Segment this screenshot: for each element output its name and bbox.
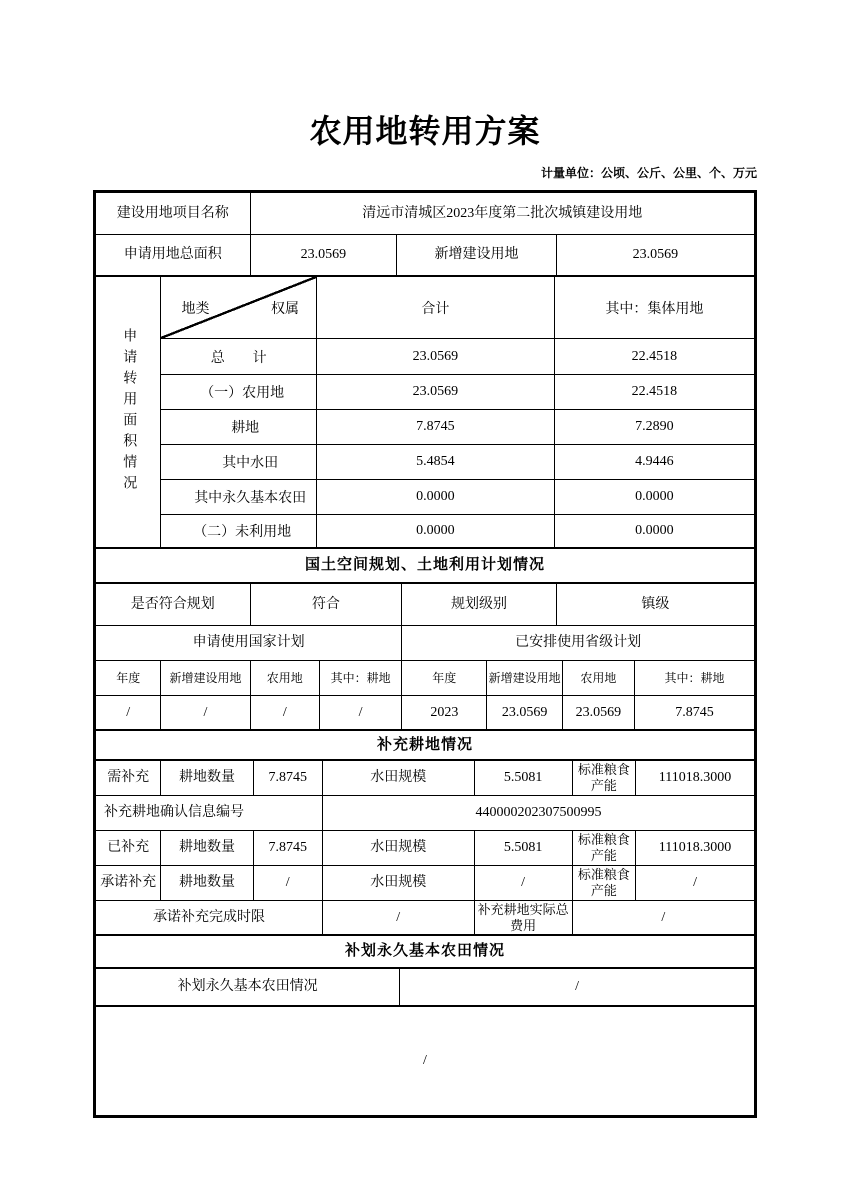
compliance-label: 是否符合规划 xyxy=(96,584,251,625)
paddy-scale-label: 水田规模 xyxy=(323,761,475,795)
remark-cell: / xyxy=(423,1053,427,1069)
table-row xyxy=(96,1007,754,1115)
column-header-total: 合计 xyxy=(317,277,555,339)
table-row xyxy=(96,969,754,1007)
table-row xyxy=(96,661,754,696)
planning-section-title: 国土空间规划、土地利用计划情况 xyxy=(304,557,545,574)
row-collective: 22.4518 xyxy=(555,375,754,410)
basic-farmland-value: / xyxy=(575,979,580,995)
actual-cost-label: 补充耕地实际总费用 xyxy=(475,901,573,934)
row-collective: 7.2890 xyxy=(555,410,754,445)
plan-col-header: 年度 xyxy=(402,661,487,695)
row-label: （一）农用地 xyxy=(161,375,317,410)
table-row xyxy=(96,731,754,761)
total-area-value: 23.0569 xyxy=(251,235,398,275)
row-collective: 0.0000 xyxy=(555,480,754,515)
supplement-category: 需补充 xyxy=(96,761,161,795)
plan-col-header: 其中：耕地 xyxy=(664,670,725,685)
grain-capacity-value: / xyxy=(693,875,697,891)
farmland-qty-label: 耕地数量 xyxy=(161,761,253,795)
confirm-number-label: 补充耕地确认信息编号 xyxy=(96,796,323,830)
table-row xyxy=(96,866,754,901)
farmland-qty-label: 耕地数量 xyxy=(161,831,253,865)
diagonal-label-landtype: 地类 xyxy=(181,301,210,317)
basic-farmland-section-title: 补划永久基本农田情况 xyxy=(344,943,505,960)
grain-capacity-label: 标准粮食产能 xyxy=(573,866,636,900)
row-total: 23.0569 xyxy=(317,375,555,410)
table-row xyxy=(96,626,754,661)
row-collective: 0.0000 xyxy=(635,523,674,538)
document-title: 农用地转用方案 xyxy=(309,113,541,149)
row-collective: 4.9446 xyxy=(555,445,754,480)
table-row xyxy=(96,584,754,626)
table-row xyxy=(96,761,754,796)
plan-level-value: 镇级 xyxy=(641,596,670,612)
row-total: 0.0000 xyxy=(317,515,555,547)
grain-capacity-value: 111018.3000 xyxy=(658,840,732,856)
national-plan-header: 申请使用国家计划 xyxy=(96,626,402,660)
plan-col-header: 年度 xyxy=(96,661,161,695)
plan-value: 23.0569 xyxy=(563,696,635,729)
farmland-qty-value: / xyxy=(254,866,323,900)
table-row xyxy=(96,936,754,969)
row-label: 总 计 xyxy=(161,339,317,375)
plan-value: / xyxy=(161,696,250,729)
plan-value: / xyxy=(251,696,320,729)
supplement-category: 已补充 xyxy=(96,831,161,865)
plan-col-header: 新增建设用地 xyxy=(161,661,250,695)
conversion-side-label-cell xyxy=(96,277,161,547)
form-table xyxy=(93,190,757,1118)
deadline-value: / xyxy=(323,901,475,934)
farmland-qty-label: 耕地数量 xyxy=(161,866,253,900)
table-row xyxy=(96,796,754,831)
basic-farmland-label: 补划永久基本农田情况 xyxy=(96,969,400,1005)
table-row xyxy=(96,193,754,235)
diagonal-header-cell xyxy=(161,277,317,339)
table-row xyxy=(96,831,754,866)
conversion-area-section xyxy=(96,277,754,549)
row-label: 耕地 xyxy=(161,410,317,445)
column-header-collective: 其中：集体用地 xyxy=(555,277,754,339)
plan-value: 23.0569 xyxy=(487,696,562,729)
paddy-scale-label: 水田规模 xyxy=(323,831,475,865)
total-area-label: 申请用地总面积 xyxy=(96,235,251,275)
plan-value: 2023 xyxy=(402,696,487,729)
row-total: 23.0569 xyxy=(317,339,555,375)
row-label: 其中永久基本农田 xyxy=(161,480,317,515)
paddy-scale-value: 5.5081 xyxy=(475,761,573,795)
plan-value: 7.8745 xyxy=(675,704,714,720)
grain-capacity-label: 标准粮食产能 xyxy=(573,761,636,795)
supplement-category: 承诺补充 xyxy=(96,866,161,900)
grain-capacity-label: 标准粮食产能 xyxy=(573,831,636,865)
row-label: 其中水田 xyxy=(161,445,317,480)
row-collective: 22.4518 xyxy=(555,339,754,375)
new-construction-value: 23.0569 xyxy=(632,247,679,263)
plan-col-header: 新增建设用地 xyxy=(487,661,562,695)
plan-value: / xyxy=(320,696,402,729)
diagonal-label-ownership: 权属 xyxy=(270,301,299,317)
table-row xyxy=(96,901,754,936)
project-name-value: 清远市清城区2023年度第二批次城镇建设用地 xyxy=(362,205,643,221)
measurement-unit-note: 计量单位：公顷、公斤、公里、个、万元 xyxy=(540,166,757,180)
row-total: 5.4854 xyxy=(317,445,555,480)
table-row xyxy=(96,235,754,277)
table-row xyxy=(96,696,754,731)
row-total: 7.8745 xyxy=(317,410,555,445)
row-label: （二）未利用地 xyxy=(161,515,317,547)
compliance-value: 符合 xyxy=(251,584,403,625)
plan-value: / xyxy=(96,696,161,729)
farmland-qty-value: 7.8745 xyxy=(254,761,323,795)
plan-level-label: 规划级别 xyxy=(402,584,557,625)
conversion-side-label: 申请转用面积情况 xyxy=(121,328,137,496)
farmland-qty-value: 7.8745 xyxy=(254,831,323,865)
plan-col-header: 农用地 xyxy=(563,661,635,695)
paddy-scale-value: / xyxy=(475,866,573,900)
grain-capacity-value: 111018.3000 xyxy=(658,770,732,786)
plan-col-header: 农用地 xyxy=(251,661,320,695)
confirm-number-value: 440000202307500995 xyxy=(475,805,602,821)
supplement-section-title: 补充耕地情况 xyxy=(376,736,473,753)
table-row xyxy=(96,549,754,584)
row-total: 0.0000 xyxy=(317,480,555,515)
actual-cost-value: / xyxy=(661,909,666,925)
plan-col-header: 其中：耕地 xyxy=(320,661,402,695)
deadline-label: 承诺补充完成时限 xyxy=(96,901,323,934)
paddy-scale-label: 水田规模 xyxy=(323,866,475,900)
new-construction-label: 新增建设用地 xyxy=(397,235,557,275)
provincial-plan-header: 已安排使用省级计划 xyxy=(515,635,642,651)
paddy-scale-value: 5.5081 xyxy=(475,831,573,865)
project-name-label: 建设用地项目名称 xyxy=(96,193,251,234)
